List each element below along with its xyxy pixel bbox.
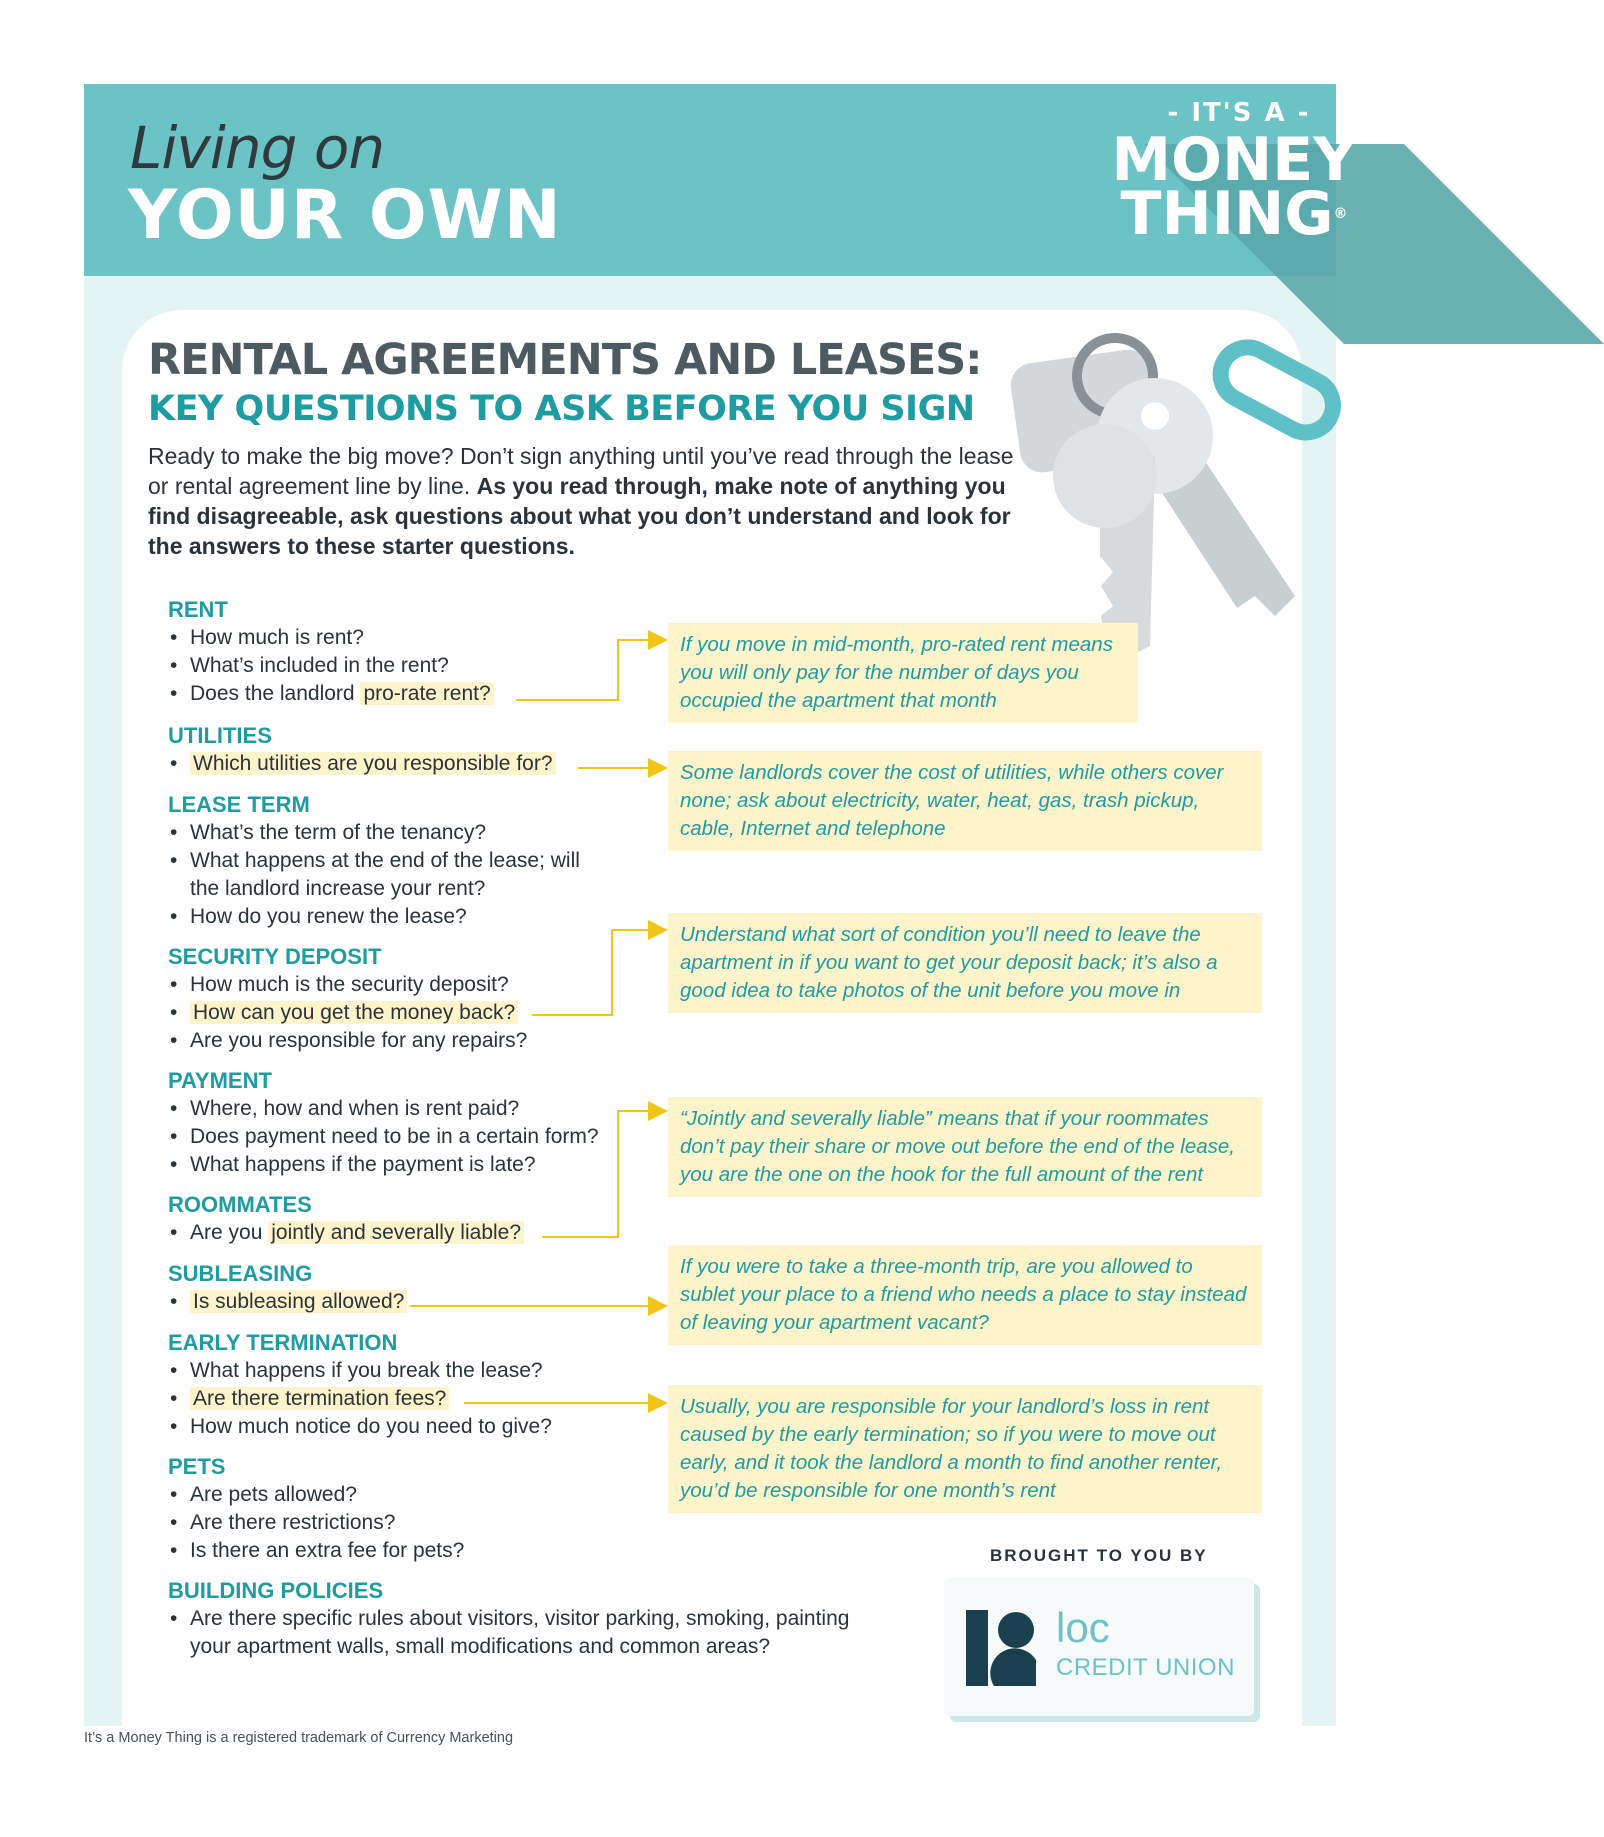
brand-logo-bot: THING® [1120,179,1348,249]
highlight: How can you get the money back? [190,1001,518,1024]
section-heading: PETS [168,1454,226,1479]
note-jointly: “Jointly and severally liable” means that if your roommates don’t pay their share or move out before the end of the lease, you are the one on the hook for the full amount of the rent [668,1097,1262,1197]
note-sublet: If you were to take a three-month trip, are you allowed to sublet your place to a friend who needs a place to stay instead of leaving your apartment vacant? [668,1245,1262,1345]
list-item: • What’s the term of the tenancy? [168,819,788,847]
list-item: • Are there restrictions? [168,1509,788,1537]
list-item: • What happens if you break the lease? [168,1357,788,1385]
section-heading: LEASE TERM [168,792,310,817]
section-heading: SUBLEASING [168,1261,313,1286]
footer-trademark: It’s a Money Thing is a registered trademark of Currency Marketing [84,1730,514,1746]
arrow-jointly [542,1111,664,1237]
list-item: • Does payment need to be in a certain form? [168,1123,788,1151]
list-item: • Is there an extra fee for pets? [168,1537,788,1565]
list-item: • What happens if the payment is late? [168,1151,788,1179]
list-item: • Are you responsible for any repairs? [168,1027,788,1055]
section-heading: EARLY TERMINATION [168,1330,398,1355]
list-item: • What happens at the end of the lease; will the landlord increase your rent? [168,847,580,903]
intro-plain: Ready to make the big move? Don’t sign anything until you’ve read through the lease or rental agreement line by line. [148,443,1014,499]
sponsor-subname: CREDIT UNION [1056,1654,1235,1681]
sponsor-logo [944,1578,1254,1716]
note-termination: Usually, you are responsible for your landlord’s loss in rent caused by the early termination; so if you were to move out early, and it took the landlord a month to find another renter, you’d be responsible for one month’s rent [668,1385,1262,1513]
brand-logo-top: - IT'S A - [1167,98,1311,128]
arrow-prorate [516,640,664,700]
page-subtitle: KEY QUESTIONS TO ASK BEFORE YOU SIGN [148,389,975,429]
intro-bold: As you read through, make note of anything you find disagreeable, ask questions about what you don’t understand and look for the answers to these starter questions. [148,473,1011,559]
highlight: pro-rate rent? [360,682,493,705]
section-heading: SECURITY DEPOSIT [168,944,382,969]
sponsor-label: BROUGHT TO YOU BY [990,1546,1208,1565]
list-item: • How much is rent? [168,624,788,652]
brand-logo-mid: MONEY [1111,125,1357,195]
list-item: • How do you renew the lease? [168,903,788,931]
highlight: jointly and severally liable? [268,1221,524,1244]
list-item: • How much notice do you need to give? [168,1413,788,1441]
highlight: Are there termination fees? [190,1387,449,1410]
credit-union-logo-icon [966,1610,1036,1686]
header-title-line2: YOUR OWN [128,176,562,255]
section-heading: RENT [168,597,228,622]
list-item: • Are there specific rules about visitors, visitor parking, smoking, painting your apartment walls, small modifications and common areas? [168,1605,890,1661]
list-item: • What’s included in the rent? [168,652,788,680]
section-heading: ROOMMATES [168,1192,312,1217]
list-item: • Are you jointly and severally liable? [168,1219,788,1247]
note-prorate: If you move in mid-month, pro-rated rent means you will only pay for the number of days you occupied the apartment that month [668,623,1138,723]
list-item: • Are pets allowed? [168,1481,788,1509]
list-item: • How much is the security deposit? [168,971,788,999]
note-deposit: Understand what sort of condition you’ll need to leave the apartment in if you want to get your deposit back; it’s also a good idea to take photos of the unit before you move in [668,913,1262,1013]
list-item: • Where, how and when is rent paid? [168,1095,788,1123]
section-heading: UTILITIES [168,723,272,748]
arrow-deposit [532,930,664,1015]
page-title: RENTAL AGREEMENTS AND LEASES: [148,335,982,385]
section-heading: PAYMENT [168,1068,272,1093]
header-title-line1: Living on [130,114,385,182]
list-item: • Does the landlord pro-rate rent? [168,680,788,708]
section-heading: BUILDING POLICIES [168,1578,384,1603]
note-utilities: Some landlords cover the cost of utilities, while others cover none; ask about electricity, water, heat, gas, trash pickup, cable, Internet and telephone [668,751,1262,851]
highlight: Which utilities are you responsible for? [190,752,556,775]
sponsor-name: loc [1056,1604,1110,1651]
highlight: Is subleasing allowed? [190,1290,407,1313]
